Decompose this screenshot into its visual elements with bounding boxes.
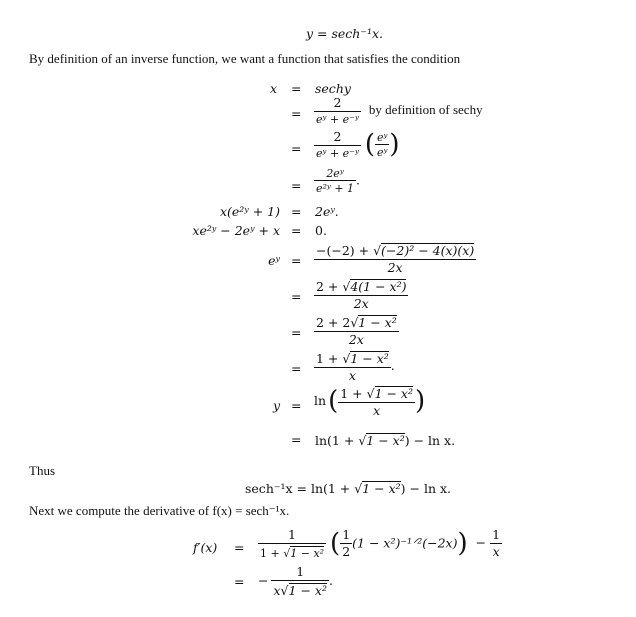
l8-fraction: $\frac{\text{2 + √4(1 − x²)}}{2x}$ [316, 279, 407, 311]
deriv-rel-2: = [234, 574, 245, 589]
l3-expr: $\frac{2}{\text{eʸ + e⁻ʸ}}$ ( $\frac{\text{eʸ}}{\text{eʸ}}$ ) [316, 129, 400, 160]
l12-expr: ln(1 + √1 − x²) − ln x. [315, 433, 456, 448]
l7-rel: = [291, 253, 302, 268]
l11-expr: ln( $\frac{\text{1 + √1 − x²}}{x}$ ) [314, 386, 426, 418]
l10-expr: $\frac{\text{1 + √1 − x²}}{x}$ . [316, 351, 395, 383]
l5-lhs: x(e²ʸ + 1) [219, 204, 280, 219]
l11-fraction: $\frac{\text{1 + √1 − x²}}{x}$ [340, 386, 413, 418]
deriv-expr-2: − $\frac{1}{\text{x√1 − x²}}$ . [258, 564, 333, 598]
l8-expr [314, 279, 408, 310]
l11-lhs: y [272, 398, 280, 413]
l7-expr [314, 243, 476, 274]
deriv-expr-1: $\frac{1}{\text{1 + √1 − x²}}$ ( $\frac{1}{2}$ (1 − x²)⁻¹ᐟ²(−2x)) − $\frac{1}{x}$ [260, 527, 501, 560]
intro-text: By definition of an inverse function, we want a function that satisfies the condition [29, 51, 461, 66]
l6-lhs: xe²ʸ − 2eʸ + x [192, 223, 280, 238]
deriv-frac-1: $\frac{1}{\text{1 + √1 − x²}}$ [260, 527, 325, 560]
l1-rel: = [291, 81, 302, 96]
l4-fraction: $\frac{\text{2eʸ}}{\text{e²ʸ + 1}}$ [316, 167, 355, 195]
l2-expr [314, 97, 483, 125]
l11-rel: = [291, 398, 302, 413]
deriv-half: $\frac{1}{2}$ [342, 527, 351, 559]
top-equation: y = sech⁻¹x. [306, 26, 383, 41]
thus-text: Thus [29, 463, 55, 478]
l10-fraction: $\frac{\text{1 + √1 − x²}}{x}$ [316, 351, 389, 383]
l12-rel: = [291, 432, 302, 447]
l4-expr: $\frac{\text{2eʸ}}{\text{e²ʸ + 1}}$ . [316, 167, 361, 195]
l9-fraction: $\frac{\text{2 + 2√1 − x²}}{2x}$ [316, 315, 397, 347]
result-equation: sech⁻¹x = ln(1 + √1 − x²) − ln x. [245, 481, 451, 496]
next-text: Next we compute the derivative of f(x) = sech⁻¹x. [29, 503, 290, 518]
l6-rhs: 0. [315, 223, 327, 238]
l4-rel: = [291, 178, 302, 193]
l1-rhs: sechy [315, 81, 351, 96]
l7-lhs: eʸ [268, 253, 280, 268]
l8-rel: = [291, 289, 302, 304]
l9-rel: = [291, 325, 302, 340]
l1-lhs: x [270, 81, 278, 96]
l7-fraction: $\frac{\text{−(−2) + √(−2)² − 4(x)(x)}}{2x}$ [316, 243, 475, 275]
l2-fraction: $\frac{2}{\text{eʸ + e⁻ʸ}}$ [316, 95, 359, 126]
deriv-rel-1: = [234, 540, 245, 555]
deriv-lhs: f′(x) [193, 540, 218, 555]
l10-rel: = [291, 361, 302, 376]
deriv-frac-3: $\frac{1}{\text{x√1 − x²}}$ [273, 564, 327, 598]
l3-paren-fraction: $\frac{\text{eʸ}}{\text{eʸ}}$ [377, 130, 388, 159]
l2-note: by definition of sechy [368, 102, 483, 118]
l2-rel: = [291, 106, 302, 121]
deriv-frac-2: $\frac{1}{x}$ [492, 527, 501, 559]
l5-rel: = [291, 204, 302, 219]
l3-fraction: $\frac{2}{\text{eʸ + e⁻ʸ}}$ [316, 129, 359, 160]
l6-rel: = [291, 223, 302, 238]
ln-label: ln [314, 393, 327, 408]
l3-rel: = [291, 141, 302, 156]
l5-rhs: 2eʸ. [315, 204, 339, 219]
l9-expr [314, 315, 399, 346]
